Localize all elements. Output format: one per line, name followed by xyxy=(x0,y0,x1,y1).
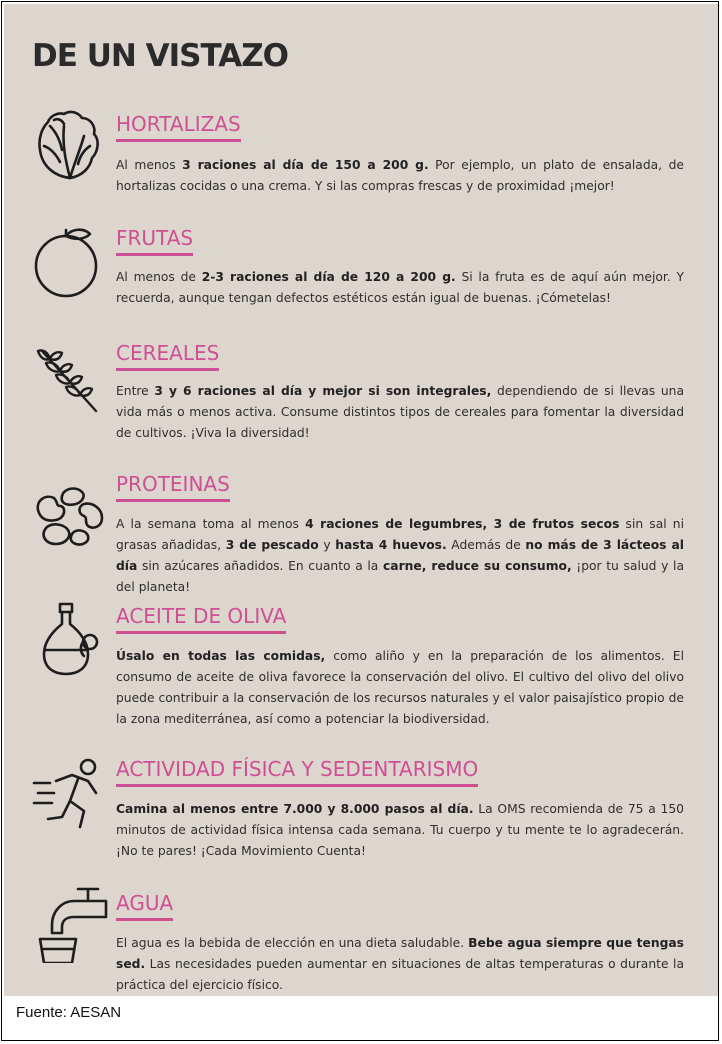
section-heading: PROTEINAS xyxy=(116,472,230,502)
infographic-frame xyxy=(1,1,719,1041)
beans-icon xyxy=(32,476,108,552)
bold-text: 2-3 raciones al día de 120 a 200 g. xyxy=(201,270,456,284)
section-heading: FRUTAS xyxy=(116,226,193,256)
text-run: Al menos de xyxy=(116,270,202,284)
section-heading: ACEITE DE OLIVA xyxy=(116,604,286,634)
orange-icon xyxy=(32,224,108,300)
text-run: Al menos xyxy=(116,158,183,172)
text-run: como aliño y en la preparación de los alimentos. El consumo de aceite de oliva favorece la conservación del olivo. El cultivo del olivo del olivo puede contribuir a la conservación de los recursos naturales y el valor paisajístico propio de la zona mediterránea, así como a potenciar la biodiversidad. xyxy=(116,649,684,726)
section-text xyxy=(116,381,684,444)
infographic-panel xyxy=(4,4,718,996)
text-run: El agua es la bebida de elección en una dieta saludable. xyxy=(116,936,469,950)
section-text xyxy=(116,514,684,598)
bold-text: 3 y 6 raciones al día y mejor si son integrales, xyxy=(154,384,492,398)
section-text xyxy=(116,267,684,309)
section-text xyxy=(116,799,684,862)
bold-text: Úsalo en todas las comidas, xyxy=(116,649,326,663)
wheat-icon xyxy=(32,341,108,417)
text-run: Entre xyxy=(116,384,155,398)
running-person-icon xyxy=(32,757,108,833)
text-run: Las necesidades pueden aumentar en situaciones de altas temperaturas o durante la práctica del ejercicio físico. xyxy=(116,957,684,992)
bold-text: 3 raciones al día de 150 a 200 g. xyxy=(182,158,429,172)
text-run: sin azúcares añadidos. En cuanto a la xyxy=(137,559,383,573)
section-text xyxy=(116,933,684,996)
text-run: sin sal ni grasas añadidas, xyxy=(116,517,684,552)
text-run: Además de xyxy=(446,538,526,552)
section-heading: ACTIVIDAD FÍSICA Y SEDENTARISMO xyxy=(116,757,478,787)
section-heading: AGUA xyxy=(116,891,173,921)
section-heading: CEREALES xyxy=(116,341,219,371)
text-run: A la semana toma al menos xyxy=(116,517,306,531)
text-run: dependiendo de si llevas una vida más o menos activa. Consume distintos tipos de cereales para fomentar la diversidad de cultivos. ¡Viva la diversidad! xyxy=(116,384,684,440)
lettuce-icon xyxy=(32,106,108,182)
section-text xyxy=(116,646,684,730)
oil-bottle-icon xyxy=(32,602,108,678)
water-tap-icon xyxy=(32,887,108,963)
bold-text: no más de 3 lácteos al día xyxy=(116,538,684,573)
section-heading: HORTALIZAS xyxy=(116,112,241,142)
bold-text: 3 de pescado xyxy=(225,538,319,552)
bold-text: carne, reduce su consumo, xyxy=(382,559,572,573)
text-run: Si la fruta es de aquí aún mejor. Y recuerda, aunque tengan defectos estéticos están igual de buenas. ¡Cómetelas! xyxy=(116,270,684,305)
page-title: DE UN VISTAZO xyxy=(32,38,289,74)
bold-text: 4 raciones de legumbres, 3 de frutos secos xyxy=(305,517,620,531)
section-text xyxy=(116,155,684,197)
bold-text: Camina al menos entre 7.000 y 8.000 pasos al día. xyxy=(116,802,474,816)
source-caption: Fuente: AESAN xyxy=(16,1004,122,1021)
text-run: Por ejemplo, un plato de ensalada, de hortalizas cocidas o una crema. Y si las compras frescas y de proximidad ¡mejor! xyxy=(116,158,684,193)
text-run: ¡por tu salud y la del planeta! xyxy=(116,559,684,594)
text-run: La OMS recomienda de 75 a 150 minutos de actividad física intensa cada semana. Tu cuerpo y tu mente te lo agradecerán. ¡No te pares! ¡Cada Movimiento Cuenta! xyxy=(116,802,684,858)
bold-text: Bebe agua siempre que tengas sed. xyxy=(116,936,684,971)
bold-text: hasta 4 huevos. xyxy=(335,538,447,552)
text-run: y xyxy=(318,538,336,552)
